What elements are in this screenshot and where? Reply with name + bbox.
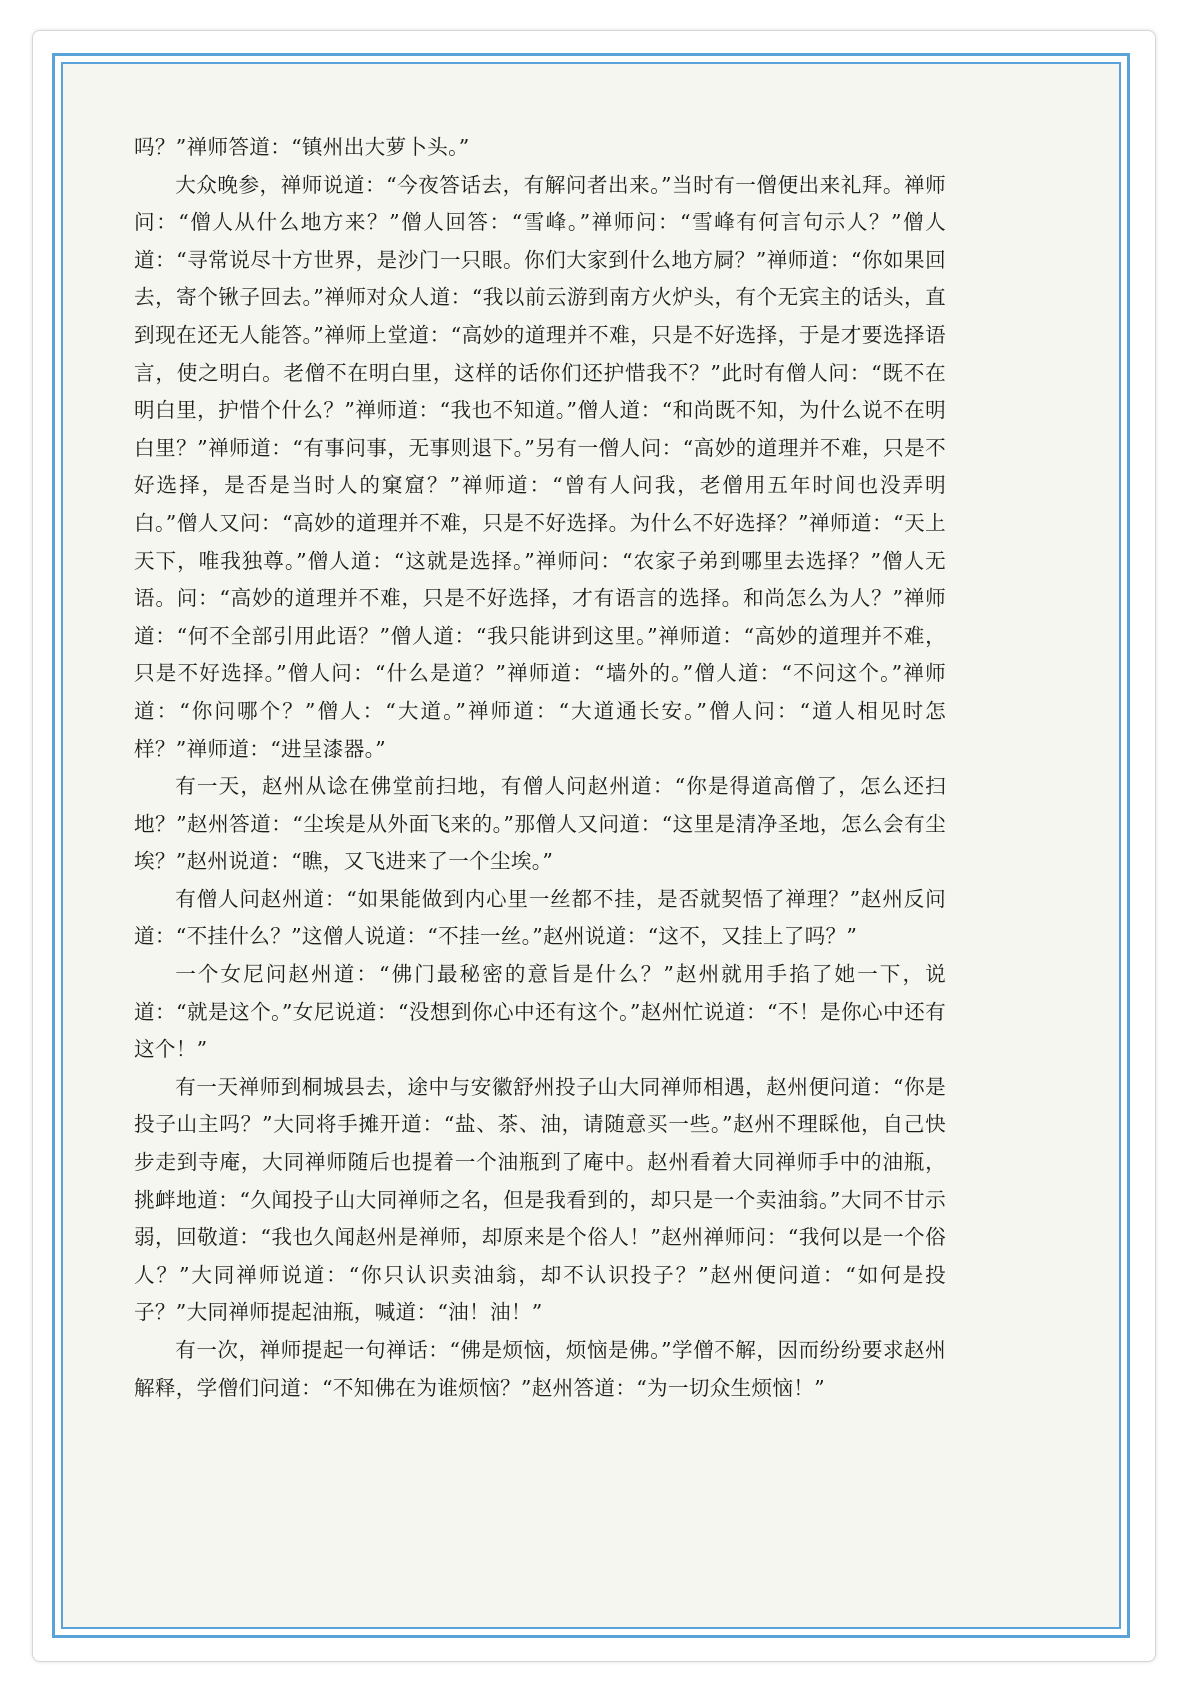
body-text (134, 129, 946, 1407)
paragraph-6: 有一天禅师到桐城县去，途中与安徽舒州投子山大同禅师相遇，赵州便问道：“你是投子山主吗？”大同将手摊开道：“盐、茶、油，请随意买一些。”赵州不理睬他，自己快步走到寺庵，大同禅师随后也提着一个油瓶到了庵中。赵州看着大同禅师手中的油瓶，挑衅地道：“久闻投子山大同禅师之名，但是我看到的，却只是一个卖油翁。”大同不甘示弱，回敬道：“我也久闻赵州是禅师，却原来是个俗人！”赵州禅师问：“我何以是一个俗人？”大同禅师说道：“你只认识卖油翁，却不认识投子？”赵州便问道：“如何是投子？”大同禅师提起油瓶，喊道：“油！油！” (134, 1074, 946, 1325)
paragraph-7: 有一次，禅师提起一句禅话：“佛是烦恼，烦恼是佛。”学僧不解，因而纷纷要求赵州解释，学僧们问道：“不知佛在为谁烦恼？”赵州答道：“为一切众生烦恼！” (134, 1338, 946, 1400)
paragraph-4: 有僧人问赵州道：“如果能做到内心里一丝都不挂，是否就契悟了禅理？”赵州反问道：“不挂什么？”这僧人说道：“不挂一丝。”赵州说道：“这不，又挂上了吗？” (134, 886, 946, 949)
paragraph-1: 吗？”禅师答道：“镇州出大萝卜头。” (134, 135, 470, 159)
paragraph-3: 有一天，赵州从谂在佛堂前扫地，有僧人问赵州道：“你是得道高僧了，怎么还扫地？”赵州答道：“尘埃是从外面飞来的。”那僧人又问道：“这里是清净圣地，怎么会有尘埃？”赵州说道：“瞧，又飞进来了一个尘埃。” (134, 774, 946, 874)
paragraph-2: 大众晚参，禅师说道：“今夜答话去，有解问者出来。”当时有一僧便出来礼拜。禅师问：“僧人从什么地方来？”僧人回答：“雪峰。”禅师问：“雪峰有何言句示人？”僧人道：“寻常说尽十方世界，是沙门一只眼。你们大家到什么地方屙？”禅师道：“你如果回去，寄个锹子回去。”禅师对众人道：“我以前云游到南方火炉头，有个无宾主的话头，直到现在还无人能答。”禅师上堂道：“高妙的道理并不难，只是不好选择，于是才要选择语言，使之明白。老僧不在明白里，这样的话你们还护惜我不？”此时有僧人问：“既不在明白里，护惜个什么？”禅师道：“我也不知道。”僧人道：“和尚既不知，为什么说不在明白里？”禅师道：“有事问事，无事则退下。”另有一僧人问：“高妙的道理并不难，只是不好选择，是否是当时人的窠窟？”禅师道：“曾有人问我，老僧用五年时间也没弄明白。”僧人又问：“高妙的道理并不难，只是不好选择。为什么不好选择？”禅师道：“天上天下，唯我独尊。”僧人道：“这就是选择。”禅师问：“农家子弟到哪里去选择？”僧人无语。问：“高妙的道理并不难，只是不好选择，才有语言的选择。和尚怎么为人？”禅师道：“何不全部引用此语？”僧人道：“我只能讲到这里。”禅师道：“高妙的道理并不难，只是不好选择。”僧人问：“什么是道？”禅师道：“墙外的。”僧人道：“不问这个。”禅师道：“你问哪个？”僧人：“大道。”禅师道：“大道通长安。”僧人问：“道人相见时怎样？”禅师道：“进呈漆器。” (134, 172, 946, 761)
paragraph-5: 一个女尼问赵州道：“佛门最秘密的意旨是什么？”赵州就用手掐了她一下，说道：“就是这个。”女尼说道：“没想到你心中还有这个。”赵州忙说道：“不！是你心中还有这个！” (134, 962, 946, 1062)
